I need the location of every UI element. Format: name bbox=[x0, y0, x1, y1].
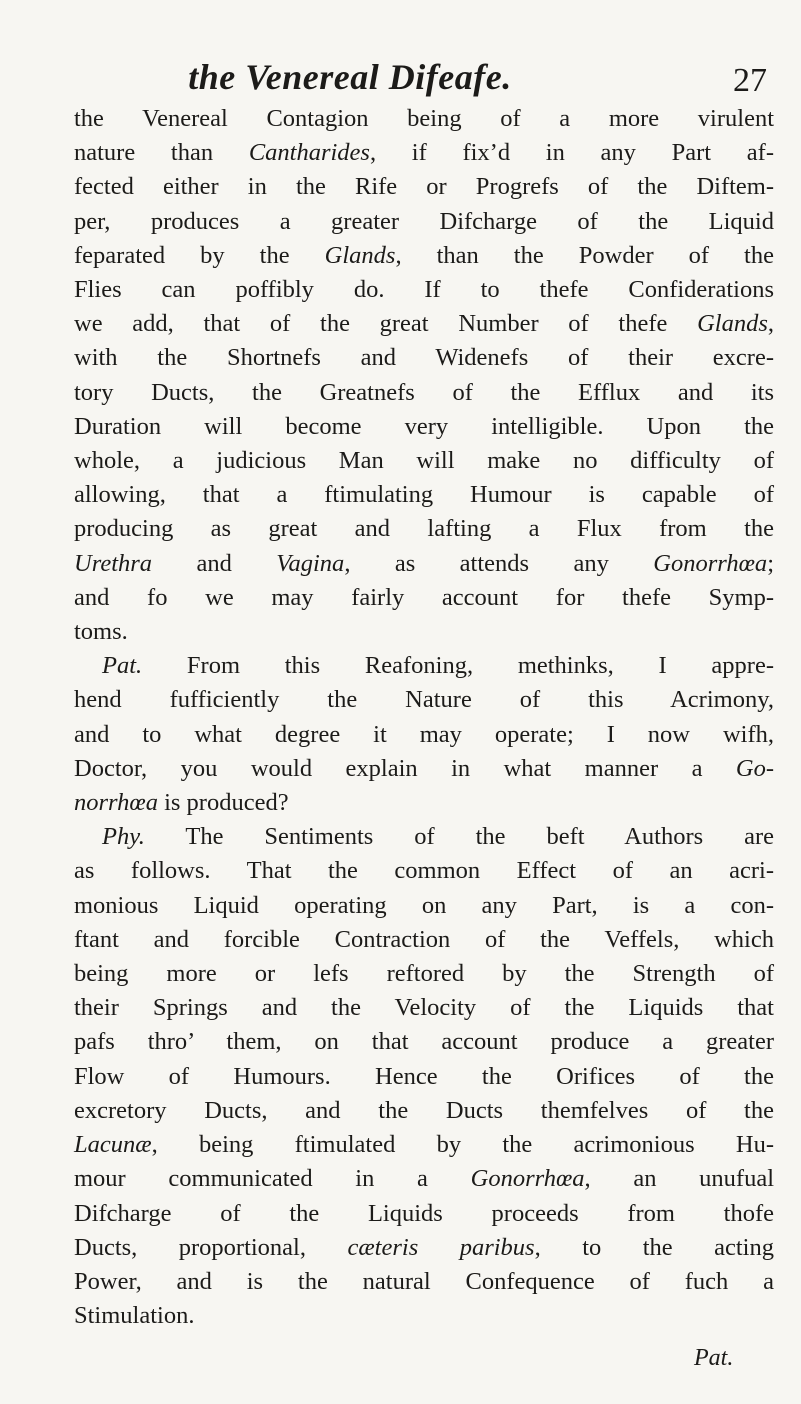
text-line: monious Liquid operating on any Part, is a con- bbox=[74, 891, 774, 919]
text-line: Flow of Humours. Hence the Orifices of the bbox=[74, 1062, 774, 1090]
text-line: Difcharge of the Liquids proceeds from thofe bbox=[74, 1199, 774, 1227]
text-line: producing as great and lafting a Flux from the bbox=[74, 515, 774, 543]
text-line: per, produces a greater Difcharge of the Liquid bbox=[74, 207, 774, 235]
text-line: tory Ducts, the Greatnefs of the Efflux and its bbox=[74, 378, 774, 406]
speaker-label: Phy. bbox=[102, 823, 145, 851]
text-line: as follows. That the common Effect of an acri- bbox=[74, 857, 774, 885]
text-line: Phy. The Sentiments of the beft Authors are bbox=[102, 823, 774, 851]
text-line: being more or lefs reftored by the Strength of bbox=[74, 960, 774, 988]
catchword: Pat. bbox=[694, 1345, 734, 1371]
text-line: their Springs and the Velocity of the Liquids that bbox=[74, 994, 774, 1022]
body-text bbox=[74, 102, 774, 1333]
text-line: we add, that of the great Number of thefe Glands, bbox=[74, 310, 774, 338]
text-line: Lacunæ, being ftimulated by the acrimonious Hu- bbox=[74, 1131, 774, 1159]
text-line: Stimulation. bbox=[74, 1302, 195, 1330]
text-line: Doctor, you would explain in what manner a Go- bbox=[74, 754, 774, 782]
text-line: mour communicated in a Gonorrhœa, an unufual bbox=[74, 1165, 775, 1193]
text-line: with the Shortnefs and Widenefs of their excre- bbox=[74, 344, 774, 372]
text-line: Flies can poffibly do. If to thefe Confiderations bbox=[74, 276, 774, 304]
page-number: 27 bbox=[733, 62, 767, 99]
text-line: fected either in the Rife or Progrefs of the Diftem- bbox=[74, 173, 774, 201]
text-line: toms. bbox=[74, 618, 128, 646]
text-line: Duration will become very intelligible. Upon the bbox=[74, 412, 774, 440]
running-title: the Venereal Difeafe. bbox=[188, 57, 512, 97]
text-line: excretory Ducts, and the Ducts themfelves of the bbox=[74, 1096, 774, 1124]
text-line: and to what degree it may operate; I now wifh, bbox=[74, 720, 774, 748]
text-line: feparated by the Glands, than the Powder of the bbox=[74, 241, 774, 269]
text-line: ftant and forcible Contraction of the Veffels, which bbox=[74, 925, 774, 953]
text-line: pafs thro’ them, on that account produce a greater bbox=[74, 1028, 774, 1056]
text-line: Ducts, proportional, cæteris paribus, to the acting bbox=[74, 1233, 774, 1261]
text-line: norrhœa is produced? bbox=[74, 789, 289, 817]
text-line: allowing, that a ftimulating Humour is capable of bbox=[74, 481, 774, 509]
text-line: Urethra and Vagina, as attends any Gonorrhœa; bbox=[74, 549, 774, 577]
text-line: nature than Cantharides, if fix’d in any Part af- bbox=[74, 139, 774, 167]
text-line: the Venereal Contagion being of a more virulent bbox=[74, 105, 774, 132]
text-line: hend fufficiently the Nature of this Acrimony, bbox=[74, 686, 774, 714]
speaker-label: Pat. bbox=[102, 652, 143, 680]
text-line: whole, a judicious Man will make no difficulty of bbox=[74, 447, 774, 475]
text-line: Pat. From this Reafoning, methinks, I appre- bbox=[102, 652, 774, 680]
text-line: Power, and is the natural Confequence of fuch a bbox=[74, 1267, 774, 1295]
text-line: and fo we may fairly account for thefe Symp- bbox=[74, 583, 774, 611]
